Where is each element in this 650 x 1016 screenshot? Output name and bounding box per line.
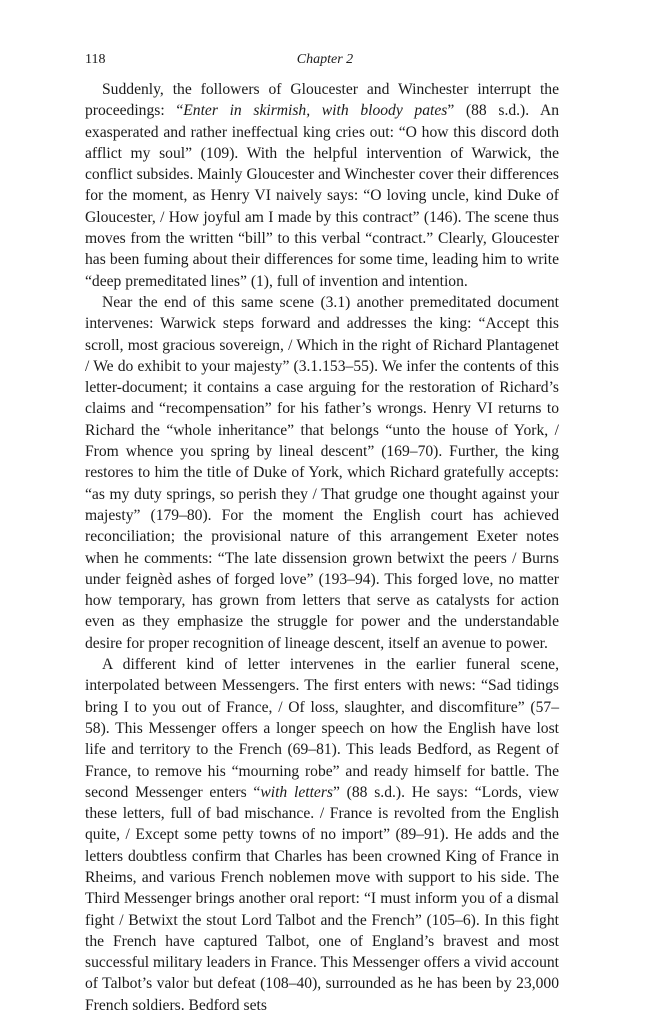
text-run: ” (88 s.d.). An exasperated and rather ineffectual king cries out: “O how this discord doth afflict my soul” (109). With the helpful intervention of Warwick, the conflict subsides. Mainly Gloucester and Winchester cover their differences for the moment, as Henry VI naively says: “O loving uncle, kind Duke of Gloucester, / How joyful am I made by this contract” (146). The scene thus moves from the written “bill” to this verbal “contract.” Clearly, Gloucester has been fuming about their differences for some time, leading him to write “deep premeditated lines” (1), full of invention and intention. xyxy=(85,102,559,290)
body-text xyxy=(85,79,559,1016)
paragraph xyxy=(85,292,559,654)
text-run: A different kind of letter intervenes in the earlier funeral scene, interpolated between Messengers. The first enters with news: “Sad tidings bring I to you out of France, / Of loss, slaughter, and discomfiture” (57–58). This Messenger offers a longer speech on how the English have lost life and territory to the French (69–81). This leads Bedford, as Regent of France, to remove his “mourning robe” and ready himself for battle. The second Messenger enters “ xyxy=(85,656,559,801)
text-run: Suddenly, the followers of Gloucester and Winchester interrupt the proceedings: “ xyxy=(85,81,559,120)
italic-quote: with letters xyxy=(260,783,333,801)
paragraph xyxy=(85,654,559,1016)
page-header xyxy=(85,52,565,72)
paragraph xyxy=(85,79,559,292)
page-number: 118 xyxy=(85,52,106,67)
italic-quote: Enter in skirmish, with bloody pates xyxy=(183,102,448,120)
text-run: ” (88 s.d.). He says: “Lords, view these letters, full of bad mischance. / France is revolted from the English quite, / Except some petty towns of no import” (89–91). He adds and the letters doubtless confirm that Charles has been crowned King of France in Rheims, and various French noblemen move with support to his side. The Third Messenger brings another oral report: “I must inform you of a dismal fight / Betwixt the stout Lord Talbot and the French” (105–6). In this fight the French have captured Talbot, one of England’s bravest and most successful military leaders in France. This Messenger offers a vivid account of Talbot’s valor but defeat (108–40), surrounded as he has been by 23,000 French soldiers. Bedford sets xyxy=(85,783,559,1014)
running-head: Chapter 2 xyxy=(296,52,354,67)
text-run: Near the end of this same scene (3.1) another premeditated document intervenes: Warwick steps forward and addresses the king: “Accept this scroll, most gracious sovereign, / Which in the right of Richard Plantagenet / We do exhibit to your majesty” (3.1.153–55). We infer the contents of this letter-document; it contains a case arguing for the restoration of Richard’s claims and “recompensation” for his father’s wrongs. Henry VI returns to Richard the “whole inheritance” that belongs “unto the house of York, / From whence you spring by lineal descent” (169–70). Further, the king restores to him the title of Duke of York, which Richard gratefully accepts: “as my duty springs, so perish they / That grudge one thought against your majesty” (179–80). For the moment the English court has achieved reconciliation; the provisional nature of this arrangement Exeter notes when he comments: “The late dissension grown betwixt the peers / Burns under feignèd ashes of forged love” (193–94). This forged love, no matter how temporary, has grown from letters that serve as catalysts for action even as they emphasize the struggle for power and the understandable desire for proper recognition of lineage descent, itself an avenue to power. xyxy=(85,293,559,652)
